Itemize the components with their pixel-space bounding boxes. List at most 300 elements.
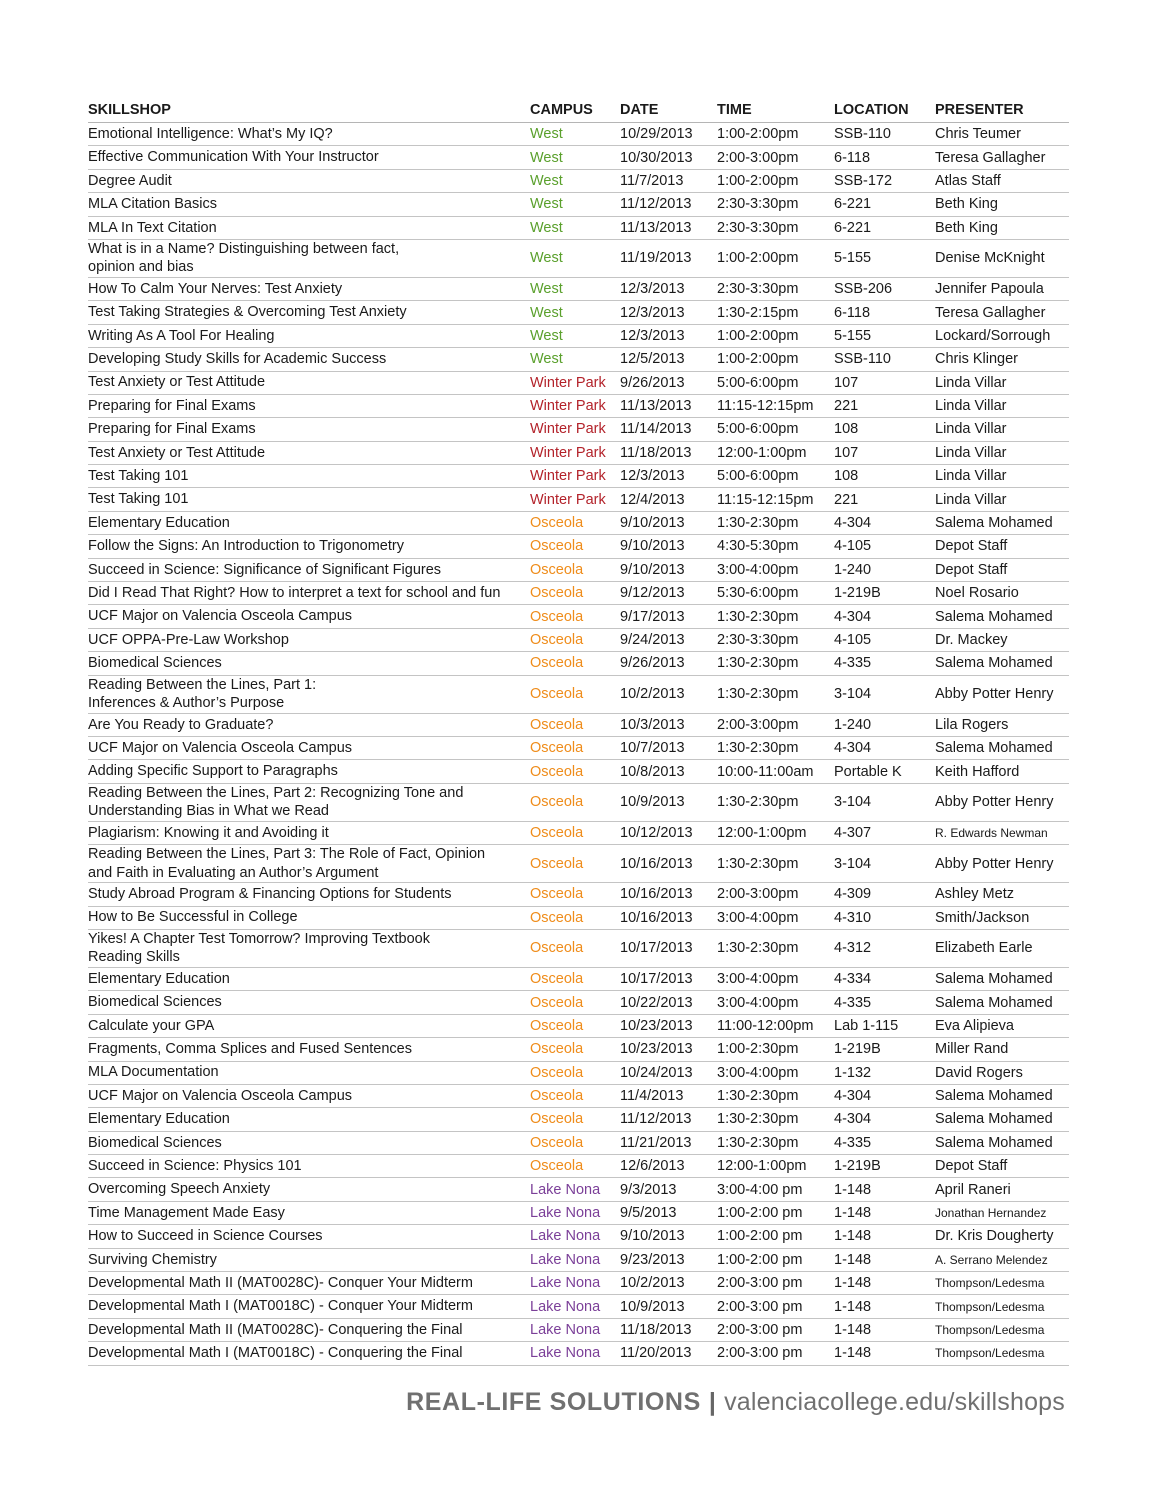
presenter-cell: Thompson/Ledesma [935,1272,1069,1295]
presenter-cell: Linda Villar [935,371,1069,394]
location-cell: 3-104 [834,675,935,713]
time-cell: 5:00-6:00pm [717,371,834,394]
campus-cell: Osceola [530,845,620,883]
campus-cell: West [530,348,620,371]
date-cell: 11/19/2013 [620,239,717,277]
date-cell: 12/3/2013 [620,301,717,324]
presenter-cell: Ashley Metz [935,883,1069,906]
table-row [88,193,1069,216]
campus-cell: Osceola [530,1131,620,1154]
date-cell: 10/23/2013 [620,1014,717,1037]
presenter-cell: April Raneri [935,1178,1069,1201]
table-row [88,146,1069,169]
skillshop-cell: Preparing for Final Exams [88,394,530,417]
skillshop-cell: Elementary Education [88,511,530,534]
presenter-cell: Eva Alipieva [935,1014,1069,1037]
skillshop-cell: Developmental Math I (MAT0018C) - Conquer Your Midterm [88,1295,530,1318]
table-row [88,301,1069,324]
presenter-cell: Jennifer Papoula [935,277,1069,300]
campus-cell: Osceola [530,558,620,581]
campus-cell: Osceola [530,511,620,534]
campus-cell: Osceola [530,652,620,675]
presenter-cell: Linda Villar [935,465,1069,488]
date-cell: 11/7/2013 [620,169,717,192]
time-cell: 2:00-3:00pm [717,146,834,169]
date-cell: 9/24/2013 [620,628,717,651]
presenter-cell: Noel Rosario [935,582,1069,605]
location-cell: 107 [834,441,935,464]
campus-cell: Osceola [530,883,620,906]
location-cell: SSB-206 [834,277,935,300]
footer-url: valenciacollege.edu/skillshops [724,1388,1065,1416]
campus-cell: Osceola [530,605,620,628]
skillshop-cell: Reading Between the Lines, Part 3: The Role of Fact, Opinion and Faith in Evaluating an Author’s Argument [88,845,530,883]
campus-cell: Winter Park [530,371,620,394]
skillshop-schedule [88,98,1069,1366]
date-cell: 10/23/2013 [620,1038,717,1061]
time-cell: 1:00-2:00pm [717,348,834,371]
skillshop-cell: Test Anxiety or Test Attitude [88,371,530,394]
date-cell: 10/22/2013 [620,991,717,1014]
skillshop-cell: Time Management Made Easy [88,1201,530,1224]
date-cell: 9/10/2013 [620,535,717,558]
location-cell: 108 [834,465,935,488]
date-cell: 9/12/2013 [620,582,717,605]
presenter-cell: Dr. Mackey [935,628,1069,651]
time-cell: 1:30-2:15pm [717,301,834,324]
date-cell: 11/18/2013 [620,441,717,464]
campus-cell: Lake Nona [530,1295,620,1318]
location-cell: 4-304 [834,1108,935,1131]
time-cell: 11:15-12:15pm [717,488,834,511]
skillshop-cell: Test Taking Strategies & Overcoming Test Anxiety [88,301,530,324]
table-row [88,821,1069,844]
time-cell: 1:00-2:00pm [717,239,834,277]
skillshop-cell: Degree Audit [88,169,530,192]
skillshop-cell: Adding Specific Support to Paragraphs [88,760,530,783]
time-cell: 2:00-3:00 pm [717,1342,834,1365]
time-cell: 3:00-4:00pm [717,991,834,1014]
time-cell: 1:30-2:30pm [717,652,834,675]
campus-cell: Lake Nona [530,1225,620,1248]
time-cell: 1:00-2:00pm [717,324,834,347]
skillshop-cell: Plagiarism: Knowing it and Avoiding it [88,821,530,844]
location-cell: 1-148 [834,1201,935,1224]
date-cell: 10/9/2013 [620,1295,717,1318]
presenter-cell: Salema Mohamed [935,991,1069,1014]
time-cell: 5:00-6:00pm [717,418,834,441]
time-cell: 4:30-5:30pm [717,535,834,558]
campus-cell: Osceola [530,967,620,990]
table-row [88,277,1069,300]
location-cell: 4-304 [834,511,935,534]
date-cell: 10/29/2013 [620,123,717,146]
skillshop-cell: Succeed in Science: Physics 101 [88,1155,530,1178]
time-cell: 11:15-12:15pm [717,394,834,417]
location-cell: 3-104 [834,783,935,821]
time-cell: 3:00-4:00pm [717,906,834,929]
campus-cell: Lake Nona [530,1318,620,1341]
campus-cell: West [530,146,620,169]
footer-separator: | [708,1388,717,1416]
location-cell: 4-334 [834,967,935,990]
location-cell: SSB-110 [834,123,935,146]
footer [406,1388,1065,1417]
campus-cell: Osceola [530,821,620,844]
skillshop-cell: Biomedical Sciences [88,652,530,675]
presenter-cell: Thompson/Ledesma [935,1342,1069,1365]
campus-cell: Winter Park [530,394,620,417]
time-cell: 2:30-3:30pm [717,277,834,300]
presenter-cell: David Rogers [935,1061,1069,1084]
date-cell: 11/13/2013 [620,216,717,239]
campus-cell: Osceola [530,535,620,558]
presenter-cell: Salema Mohamed [935,605,1069,628]
schedule-rows [88,123,1069,1366]
time-cell: 2:00-3:00 pm [717,1295,834,1318]
skillshop-cell: Follow the Signs: An Introduction to Trigonometry [88,535,530,558]
location-cell: 1-148 [834,1178,935,1201]
presenter-cell: Thompson/Ledesma [935,1295,1069,1318]
location-cell: 4-304 [834,736,935,759]
location-cell: 4-105 [834,628,935,651]
skillshop-cell: Elementary Education [88,1108,530,1131]
date-cell: 12/5/2013 [620,348,717,371]
table-row [88,465,1069,488]
campus-cell: West [530,193,620,216]
table-row [88,1272,1069,1295]
campus-cell: Osceola [530,1108,620,1131]
skillshop-cell: Surviving Chemistry [88,1248,530,1271]
skillshop-cell: Test Anxiety or Test Attitude [88,441,530,464]
skillshop-cell: UCF Major on Valencia Osceola Campus [88,736,530,759]
table-row [88,371,1069,394]
time-cell: 5:30-6:00pm [717,582,834,605]
date-cell: 12/3/2013 [620,465,717,488]
location-cell: 6-221 [834,193,935,216]
date-cell: 10/30/2013 [620,146,717,169]
presenter-cell: Lila Rogers [935,713,1069,736]
time-cell: 1:30-2:30pm [717,736,834,759]
presenter-cell: R. Edwards Newman [935,821,1069,844]
presenter-cell: Teresa Gallagher [935,301,1069,324]
skillshop-cell: Biomedical Sciences [88,1131,530,1154]
location-cell: 1-132 [834,1061,935,1084]
campus-cell: West [530,169,620,192]
time-cell: 3:00-4:00pm [717,967,834,990]
skillshop-cell: Test Taking 101 [88,465,530,488]
time-cell: 1:00-2:00pm [717,123,834,146]
presenter-cell: Chris Teumer [935,123,1069,146]
time-cell: 1:30-2:30pm [717,675,834,713]
date-cell: 10/3/2013 [620,713,717,736]
presenter-cell: Linda Villar [935,394,1069,417]
location-cell: Lab 1-115 [834,1014,935,1037]
presenter-cell: Jonathan Hernandez [935,1201,1069,1224]
table-row [88,1038,1069,1061]
skillshop-cell: UCF OPPA-Pre-Law Workshop [88,628,530,651]
presenter-cell: Teresa Gallagher [935,146,1069,169]
campus-cell: Osceola [530,1084,620,1107]
table-row [88,1318,1069,1341]
skillshop-cell: MLA In Text Citation [88,216,530,239]
location-cell: 4-309 [834,883,935,906]
date-cell: 10/16/2013 [620,845,717,883]
presenter-cell: Salema Mohamed [935,1131,1069,1154]
campus-cell: Osceola [530,991,620,1014]
time-cell: 12:00-1:00pm [717,1155,834,1178]
location-cell: 6-118 [834,146,935,169]
time-cell: 1:00-2:00 pm [717,1201,834,1224]
table-row [88,845,1069,883]
campus-cell: Osceola [530,675,620,713]
presenter-cell: Lockard/Sorrough [935,324,1069,347]
header-presenter: PRESENTER [935,98,1069,123]
location-cell: 4-312 [834,929,935,967]
presenter-cell: Chris Klinger [935,348,1069,371]
campus-cell: Osceola [530,1038,620,1061]
table-row [88,1295,1069,1318]
time-cell: 2:00-3:00pm [717,883,834,906]
campus-cell: Osceola [530,736,620,759]
location-cell: 4-307 [834,821,935,844]
location-cell: 1-219B [834,1155,935,1178]
skillshop-cell: Developmental Math II (MAT0028C)- Conquer Your Midterm [88,1272,530,1295]
skillshop-cell: UCF Major on Valencia Osceola Campus [88,605,530,628]
location-cell: 1-148 [834,1248,935,1271]
time-cell: 1:30-2:30pm [717,605,834,628]
table-row [88,441,1069,464]
table-row [88,511,1069,534]
table-row [88,675,1069,713]
campus-cell: Osceola [530,713,620,736]
campus-cell: Winter Park [530,465,620,488]
time-cell: 1:30-2:30pm [717,1084,834,1107]
time-cell: 3:00-4:00pm [717,558,834,581]
table-row [88,783,1069,821]
location-cell: 221 [834,394,935,417]
date-cell: 10/16/2013 [620,906,717,929]
location-cell: 4-335 [834,1131,935,1154]
skillshop-cell: How To Calm Your Nerves: Test Anxiety [88,277,530,300]
location-cell: 1-148 [834,1225,935,1248]
skillshop-cell: What is in a Name? Distinguishing between fact, opinion and bias [88,239,530,277]
skillshop-cell: UCF Major on Valencia Osceola Campus [88,1084,530,1107]
date-cell: 11/20/2013 [620,1342,717,1365]
date-cell: 10/9/2013 [620,783,717,821]
date-cell: 9/3/2013 [620,1178,717,1201]
table-row [88,1061,1069,1084]
date-cell: 11/12/2013 [620,193,717,216]
table-row [88,1084,1069,1107]
presenter-cell: Abby Potter Henry [935,783,1069,821]
presenter-cell: Depot Staff [935,558,1069,581]
date-cell: 9/26/2013 [620,652,717,675]
table-row [88,1225,1069,1248]
location-cell: 1-148 [834,1295,935,1318]
skillshop-cell: How to Succeed in Science Courses [88,1225,530,1248]
header-campus: CAMPUS [530,98,620,123]
skillshop-cell: Overcoming Speech Anxiety [88,1178,530,1201]
campus-cell: Osceola [530,906,620,929]
table-row [88,906,1069,929]
table-row [88,1155,1069,1178]
time-cell: 1:00-2:00 pm [717,1225,834,1248]
table-row [88,1342,1069,1365]
campus-cell: West [530,123,620,146]
date-cell: 12/4/2013 [620,488,717,511]
table-row [88,1014,1069,1037]
skillshop-cell: Developmental Math I (MAT0018C) - Conquering the Final [88,1342,530,1365]
time-cell: 1:30-2:30pm [717,511,834,534]
table-row [88,713,1069,736]
table-row [88,1201,1069,1224]
skillshop-cell: Biomedical Sciences [88,991,530,1014]
presenter-cell: Salema Mohamed [935,967,1069,990]
table-row [88,582,1069,605]
date-cell: 10/7/2013 [620,736,717,759]
presenter-cell: Beth King [935,216,1069,239]
time-cell: 5:00-6:00pm [717,465,834,488]
table-row [88,991,1069,1014]
presenter-cell: Linda Villar [935,418,1069,441]
location-cell: 4-310 [834,906,935,929]
table-row [88,418,1069,441]
campus-cell: Osceola [530,760,620,783]
campus-cell: West [530,216,620,239]
location-cell: 4-105 [834,535,935,558]
time-cell: 1:00-2:30pm [717,1038,834,1061]
campus-cell: Osceola [530,1014,620,1037]
campus-cell: Osceola [530,783,620,821]
time-cell: 1:30-2:30pm [717,929,834,967]
date-cell: 9/10/2013 [620,1225,717,1248]
location-cell: 4-304 [834,1084,935,1107]
date-cell: 11/4/2013 [620,1084,717,1107]
table-row [88,324,1069,347]
campus-cell: West [530,301,620,324]
campus-cell: West [530,324,620,347]
table-row [88,628,1069,651]
date-cell: 9/5/2013 [620,1201,717,1224]
presenter-cell: Salema Mohamed [935,1108,1069,1131]
header-location: LOCATION [834,98,935,123]
date-cell: 9/26/2013 [620,371,717,394]
time-cell: 11:00-12:00pm [717,1014,834,1037]
campus-cell: Osceola [530,1155,620,1178]
date-cell: 9/10/2013 [620,511,717,534]
table-row [88,488,1069,511]
skillshop-cell: Calculate your GPA [88,1014,530,1037]
presenter-cell: Depot Staff [935,535,1069,558]
presenter-cell: Elizabeth Earle [935,929,1069,967]
presenter-cell: Miller Rand [935,1038,1069,1061]
location-cell: 1-219B [834,582,935,605]
skillshop-cell: Reading Between the Lines, Part 1: Inferences & Author’s Purpose [88,675,530,713]
skillshop-cell: How to Be Successful in College [88,906,530,929]
location-cell: 1-219B [834,1038,935,1061]
table-row [88,239,1069,277]
location-cell: SSB-172 [834,169,935,192]
location-cell: 1-148 [834,1272,935,1295]
table-row [88,348,1069,371]
table-row [88,535,1069,558]
time-cell: 2:00-3:00 pm [717,1272,834,1295]
table-row [88,394,1069,417]
presenter-cell: Depot Staff [935,1155,1069,1178]
location-cell: 221 [834,488,935,511]
table-row [88,1178,1069,1201]
campus-cell: Osceola [530,1061,620,1084]
location-cell: 1-148 [834,1318,935,1341]
time-cell: 2:30-3:30pm [717,628,834,651]
time-cell: 3:00-4:00 pm [717,1178,834,1201]
header-skillshop: SKILLSHOP [88,98,530,123]
skillshop-cell: Developmental Math II (MAT0028C)- Conquering the Final [88,1318,530,1341]
presenter-cell: Smith/Jackson [935,906,1069,929]
footer-brand: REAL-LIFE SOLUTIONS [406,1388,701,1416]
location-cell: 4-304 [834,605,935,628]
campus-cell: Lake Nona [530,1342,620,1365]
date-cell: 11/14/2013 [620,418,717,441]
skillshop-cell: MLA Documentation [88,1061,530,1084]
time-cell: 1:30-2:30pm [717,1131,834,1154]
skillshop-cell: Writing As A Tool For Healing [88,324,530,347]
location-cell: Portable K [834,760,935,783]
campus-cell: Winter Park [530,441,620,464]
campus-cell: West [530,277,620,300]
location-cell: 107 [834,371,935,394]
table-row [88,967,1069,990]
table-row [88,169,1069,192]
skillshop-cell: MLA Citation Basics [88,193,530,216]
table-row [88,216,1069,239]
campus-cell: Osceola [530,929,620,967]
date-cell: 10/12/2013 [620,821,717,844]
time-cell: 2:00-3:00pm [717,713,834,736]
time-cell: 10:00-11:00am [717,760,834,783]
skillshop-cell: Succeed in Science: Significance of Significant Figures [88,558,530,581]
presenter-cell: Salema Mohamed [935,1084,1069,1107]
presenter-cell: Salema Mohamed [935,736,1069,759]
campus-cell: Winter Park [530,488,620,511]
campus-cell: Lake Nona [530,1272,620,1295]
skillshop-cell: Elementary Education [88,967,530,990]
time-cell: 2:30-3:30pm [717,193,834,216]
time-cell: 2:00-3:00 pm [717,1318,834,1341]
skillshop-cell: Emotional Intelligence: What’s My IQ? [88,123,530,146]
table-row [88,760,1069,783]
location-cell: 1-148 [834,1342,935,1365]
location-cell: 3-104 [834,845,935,883]
date-cell: 11/13/2013 [620,394,717,417]
skillshop-cell: Reading Between the Lines, Part 2: Recognizing Tone and Understanding Bias in What we Read [88,783,530,821]
campus-cell: Lake Nona [530,1248,620,1271]
time-cell: 12:00-1:00pm [717,441,834,464]
presenter-cell: Linda Villar [935,441,1069,464]
schedule-table [88,98,1069,1366]
presenter-cell: Salema Mohamed [935,652,1069,675]
presenter-cell: Atlas Staff [935,169,1069,192]
location-cell: 4-335 [834,991,935,1014]
presenter-cell: Keith Hafford [935,760,1069,783]
presenter-cell: Linda Villar [935,488,1069,511]
skillshop-cell: Are You Ready to Graduate? [88,713,530,736]
date-cell: 10/16/2013 [620,883,717,906]
date-cell: 9/17/2013 [620,605,717,628]
campus-cell: Lake Nona [530,1178,620,1201]
date-cell: 11/12/2013 [620,1108,717,1131]
